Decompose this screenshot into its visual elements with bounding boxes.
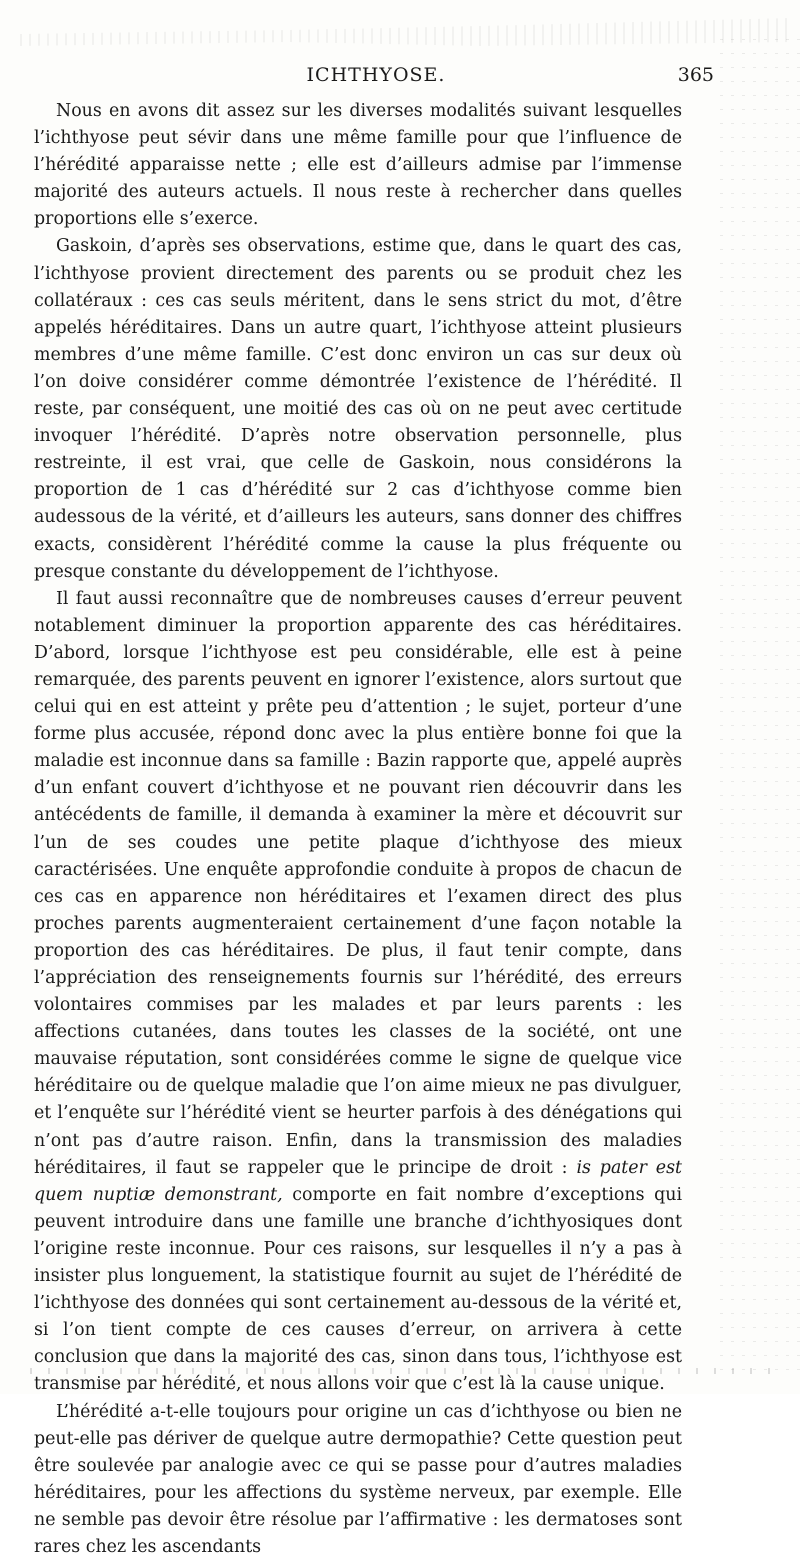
running-head (36, 62, 716, 90)
paragraph-2: Gaskoin, d’après ses observations, estime que, dans le quart des cas, l’ichthyose provient directement des parents ou se produit chez les collatéraux : ces cas seuls méritent, dans le sens strict du mot, d’être appelés héréditaires. Dans un autre quart, l’ichthyose atteint plusieurs membres d’une même famille. C’est donc environ un cas sur deux où l’on doive considérer comme démontrée l’existence de l’hérédité. Il reste, par conséquent, une moitié des cas où on ne peut avec certitude invoquer l’hérédité. D’après notre observation personnelle, plus restreinte, il est vrai, que celle de Gaskoin, nous considérons la proportion de 1 cas d’hérédité sur 2 cas d’ichthyose comme bien audessous de la vérité, et d’ailleurs les auteurs, sans donner des chiffres exacts, considèrent l’hérédité comme la cause la plus fréquente ou presque constante du développement de l’ichthyose. (34, 233, 682, 585)
paragraph-1: Nous en avons dit assez sur les diverses modalités suivant lesquelles l’ichthyose peut sévir dans une même famille pour que l’influence de l’hérédité apparaisse nette ; elle est d’ailleurs admise par l’immense majorité des auteurs actuels. Il nous reste à rechercher dans quelles proportions elle s’exerce. (34, 98, 682, 233)
running-title: ICHTHYOSE. (36, 64, 716, 86)
scan-noise-top (20, 18, 790, 58)
body-text (34, 98, 682, 1561)
page-number: 365 (678, 64, 714, 86)
paragraph-3 (34, 586, 682, 1399)
scan-noise-right-margin (720, 30, 800, 1370)
paragraph-3-part-b: comporte en fait nombre d’exceptions qui peuvent introduire dans une famille une branche d’ichthyosiques dont l’origine reste inconnue. Pour ces raisons, sur lesquelles il n’y a pas à insister plus longuement, la statistique fournit au sujet de l’hérédité de l’ichthyose des données qui sont certainement au-dessous de la vérité et, si l’on tient compte de ces causes d’erreur, on arrivera à cette conclusion que dans la majorité des cas, sinon dans tous, l’ichthyose est transmise par hérédité, et nous allons voir que c’est là la cause unique. (34, 1185, 682, 1395)
paragraph-4: L’hérédité a-t-elle toujours pour origine un cas d’ichthyose ou bien ne peut-elle pas dériver de quelque autre dermopathie? Cette question peut être soulevée par analogie avec ce qui se passe pour d’autres maladies héréditaires, pour les affections du système nerveux, par exemple. Elle ne semble pas devoir être résolue par l’affirmative : les dermatoses sont rares chez les ascendants (34, 1399, 682, 1561)
paragraph-3-part-a: Il faut aussi reconnaître que de nombreuses causes d’erreur peuvent notablement diminuer la proportion apparente des cas héréditaires. D’abord, lorsque l’ichthyose est peu considérable, elle est à peine remarquée, des parents peuvent en ignorer l’existence, alors surtout que celui qui en est atteint y prête peu d’attention ; le sujet, porteur d’une forme plus accusée, répond donc avec la plus entière bonne foi que la maladie est inconnue dans sa famille : Bazin rapporte que, appelé auprès d’un enfant couvert d’ichthyose et ne pouvant rien découvrir dans les antécédents de famille, il demanda à examiner la mère et découvrit sur l’un de ses coudes une petite plaque d’ichthyose des mieux caractérisées. Une enquête approfondie conduite à propos de chacun de ces cas en apparence non héréditaires et l’examen direct des plus proches parents augmenteraient certainement d’une façon notable la proportion des cas héréditaires. De plus, il faut tenir compte, dans l’appréciation des renseignements fournis sur l’hérédité, des erreurs volontaires commises par les malades et par leurs parents : les affections cutanées, dans toutes les classes de la société, ont une mauvaise réputation, sont considérées comme le signe de quelque vice héréditaire ou de quelque maladie que l’on aime mieux ne pas divulguer, et l’enquête sur l’hérédité vient se heurter parfois à des dénégations qui n’ont pas d’autre raison. Enfin, dans la transmission des maladies héréditaires, il faut se rappeler que le principe de droit : (34, 589, 682, 1178)
latin-quote: is pater est quem nuptiæ demonstrant, (34, 1158, 682, 1205)
